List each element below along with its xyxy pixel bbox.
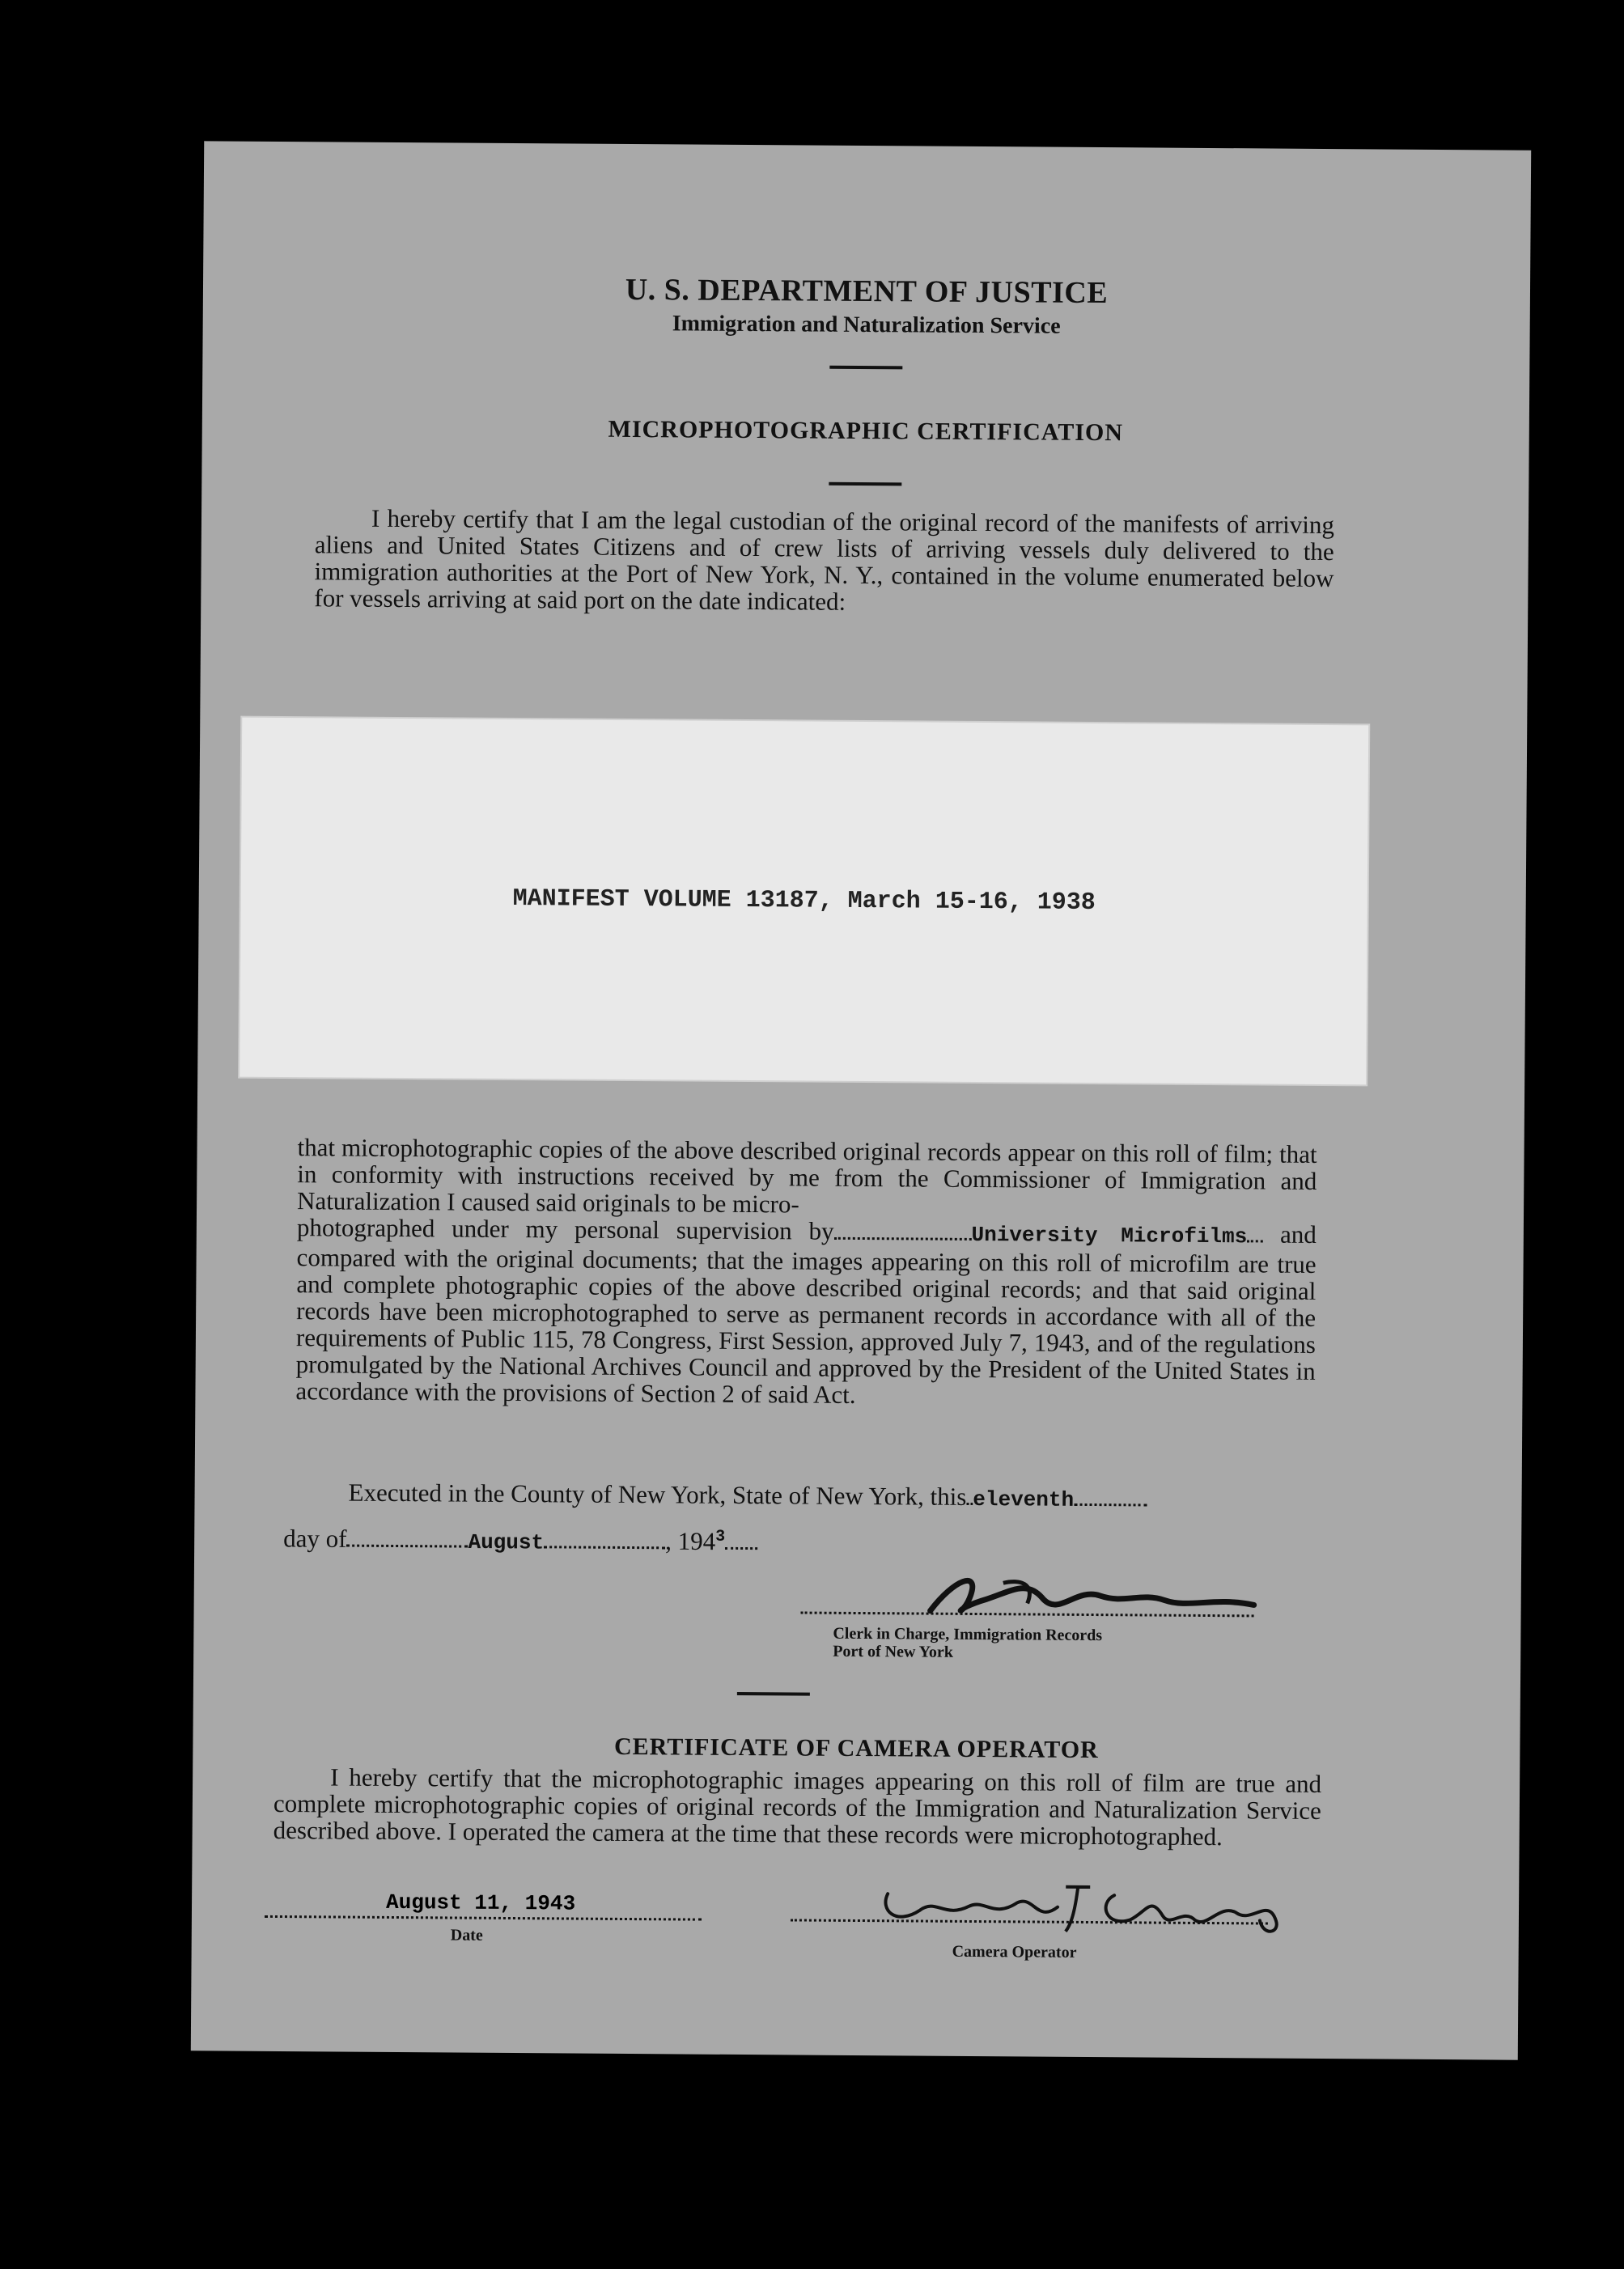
camera-text: I hereby certify that the microphotographic images appearing on this roll of film are true and complete microphotographic copies of original records of the Immigration and Naturalization Service described above. I operated the camera at the time that these records were microphotographed. (273, 1762, 1322, 1851)
body-text-c: and compared with the original documents; that the images appearing on this roll of microfilm are true and complete photographic copies of the above described original records; and that said original records have been microphotographed to serve as permanent records in accordance with all of the requirements of Public 115, 78 Congress, First Session, approved July 7, 1943, and of the regulations promulgated by the National Archives Council and approved by the President of the United States in accordance with the provisions of Section 2 of said Act. (295, 1219, 1317, 1409)
certification-title: MICROPHOTOGRAPHIC CERTIFICATION (608, 415, 1124, 447)
manifest-volume: MANIFEST VOLUME 13187, March 15-16, 1938 (512, 884, 1096, 918)
year-digit: 3 (715, 1527, 726, 1546)
date-line (265, 1915, 702, 1921)
body-text-b: photographed under my personal supervision by (296, 1213, 834, 1245)
camera-paragraph (273, 1763, 1322, 1851)
intro-paragraph (314, 504, 1334, 618)
service-subheading: Immigration and Naturalization Service (672, 311, 1061, 339)
executed-line (348, 1479, 1359, 1516)
volume-slip (240, 718, 1368, 1085)
executed-text: Executed in the County of New York, State of New York, this (348, 1478, 967, 1511)
intro-text: I hereby certify that I am the legal custodian of the original record of the manifests of arriving aliens and United States Citizens and of crew lists of arriving vessels duly delivered to the immigration authorities at the Port of New York, N. Y., contained in the volume enumerated below for vessels arriving at said port on the date indicated: (314, 503, 1335, 616)
day-of-label: day of (283, 1524, 347, 1553)
day-of-line (283, 1520, 931, 1559)
camera-operator-signature (863, 1861, 1317, 1945)
divider (829, 366, 902, 370)
body-paragraph (295, 1134, 1317, 1411)
year-prefix: , 194 (665, 1526, 716, 1556)
camera-title: CERTIFICATE OF CAMERA OPERATOR (613, 1732, 1099, 1764)
divider (737, 1692, 810, 1696)
clerk-port: Port of New York (833, 1642, 953, 1661)
body-text-a: that microphotographic copies of the above described original records appear on this roll of film; that in conformity with instructions received by me from the Commissioner of Immigration and Naturalization I caused said originals to be micro- (296, 1133, 1317, 1219)
photographer-name: University Microfilms (971, 1222, 1248, 1249)
clerk-title: Clerk in Charge, Immigration Records (833, 1624, 1103, 1645)
camera-date-value: August 11, 1943 (385, 1889, 576, 1916)
divider (829, 482, 901, 486)
day-word: eleventh (973, 1487, 1075, 1512)
date-label: Date (450, 1926, 483, 1945)
month-value: August (468, 1529, 545, 1555)
camera-operator-label: Camera Operator (952, 1942, 1077, 1962)
department-heading: U. S. DEPARTMENT OF JUSTICE (625, 272, 1109, 311)
certificate-page (191, 141, 1531, 2059)
